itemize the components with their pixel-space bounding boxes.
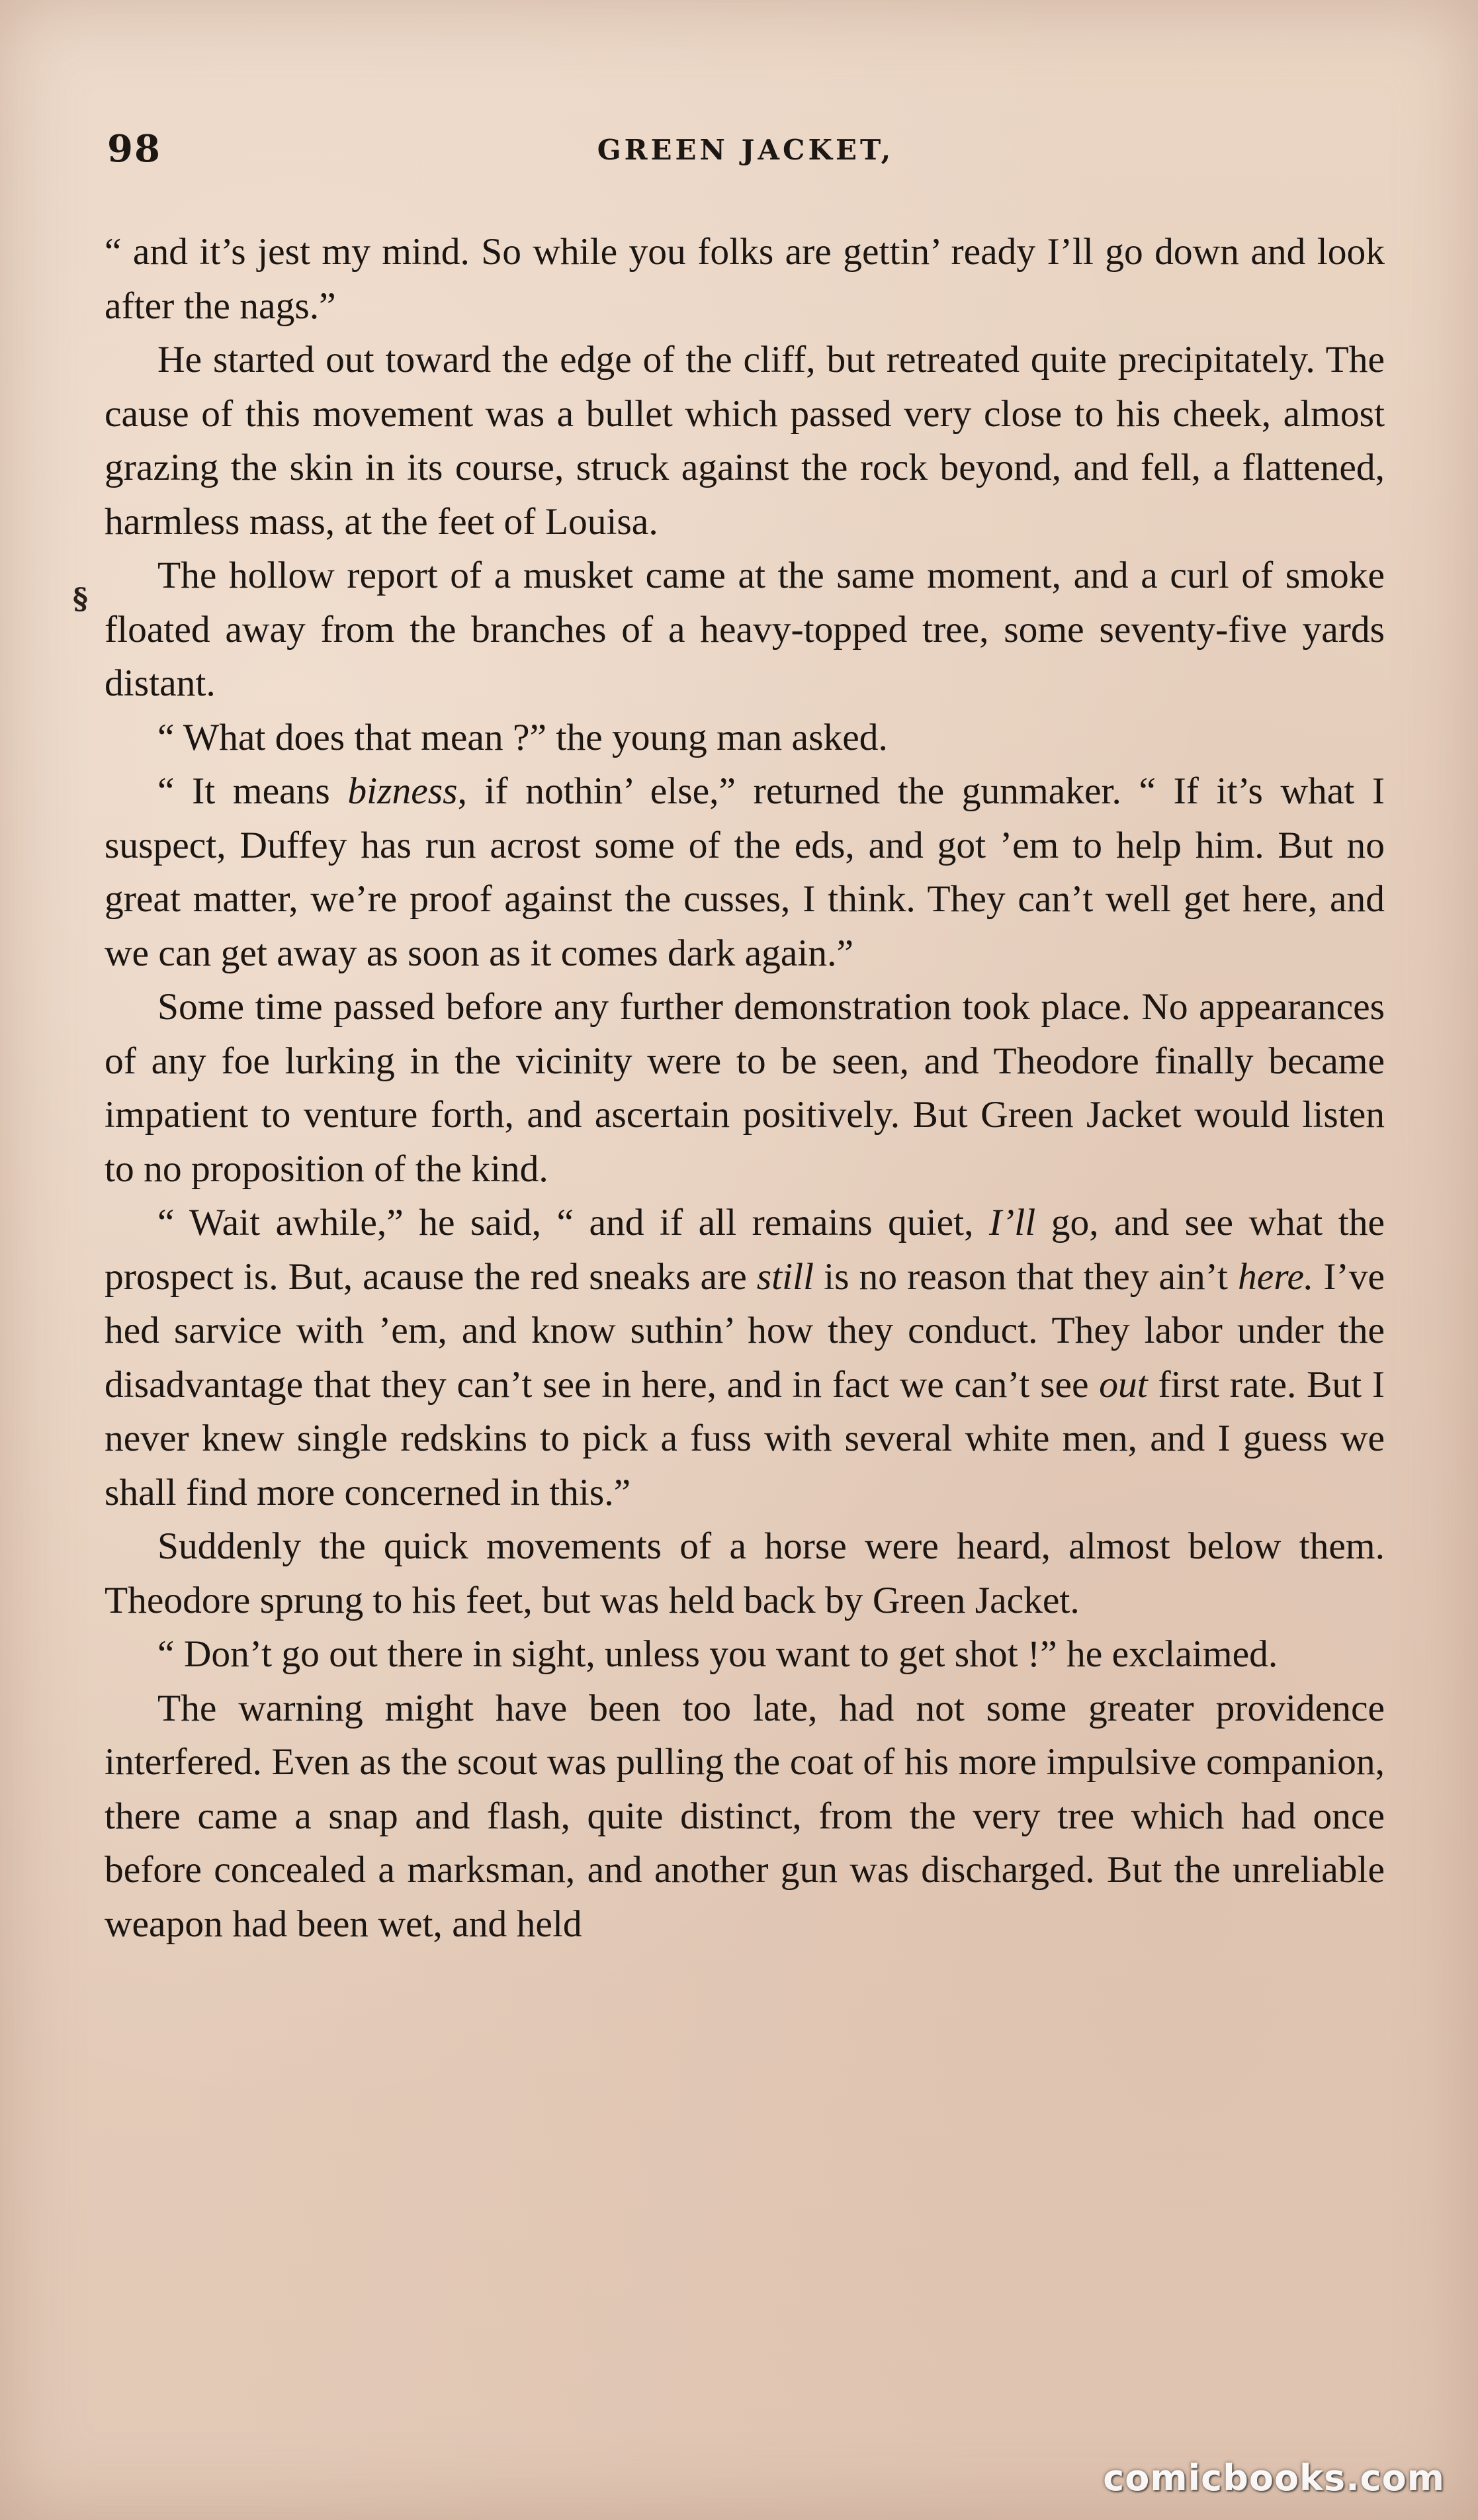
paragraph-text: is no reason that they ain’t [814,1255,1238,1298]
paragraph-text: The warning might have been too late, had not some greater providence interfered. Even as the scout was pulling the coat of his more impulsive companion, there came a snap and flash, quite distinct, from the very tree which had once before concealed a marksman, and another gun was discharged. But the unreliable weapon had been wet, and held [105,1687,1385,1945]
paragraph-text: He started out toward the edge of the cliff, but retreated quite precipitately. The cause of this movement was a bullet which passed very close to his cheek, almost grazing the skin in its course, struck against the rock beyond, and fell, a flattened, harmless mass, at the feet of Louisa. [105,339,1385,543]
paragraph [105,333,1385,549]
page-number: 98 [107,127,161,171]
page-header [107,127,1384,173]
paragraph-text: Suddenly the quick movements of a horse were heard, almost below them. Theodore sprung to his feet, but was held back by Green Jacket. [105,1525,1385,1621]
paragraph [105,711,1385,765]
paragraph [105,549,1385,711]
watermark: comicbooks.com [1103,2457,1445,2499]
margin-mark: § [73,582,89,616]
paragraph-text: , if nothin’ else,” returned the gunmaker. “ If it’s what I suspect, Duffey has run acrost some of the eds, and got ’em to help him. But no great matter, we’re proof against the cusses, I think. They can’t well get here, and we can get away as soon as it comes dark again.” [105,770,1385,974]
paragraph [105,1682,1385,1952]
paragraph-text: “ What does that mean ?” the young man asked. [157,716,888,758]
paragraph [105,980,1385,1196]
italic-text: out [1099,1363,1148,1406]
body-text [105,225,1385,1951]
paragraph-text: The hollow report of a musket came at the same moment, and a curl of smoke floated away from the branches of a heavy-topped tree, some seventy-five yards distant. [105,555,1385,704]
paragraph [105,764,1385,980]
italic-text: bizness [347,770,458,812]
paragraph-text: “ It means [157,770,348,812]
paragraph-text: first rate. But I never knew single redskins to pick a fuss with several white men, and I guess we shall find more concerned in this.” [105,1363,1385,1513]
paragraph-text: Some time passed before any further demonstration took place. No appearances of any foe lurking in the vicinity were to be seen, and Theodore finally became impatient to venture forth, and ascertain positively. But Green Jacket would listen to no proposition of the kind. [105,986,1385,1190]
running-title: GREEN JACKET, [597,134,894,166]
paragraph [105,225,1385,333]
paragraph-text: I’ve hed sarvice with ’em, and know suthin’ how they conduct. They labor under the disadvantage that they can’t see in here, and in fact we can’t see [105,1255,1385,1406]
paragraph-text: “ Wait awhile,” he said, “ and if all remains quiet, [157,1202,989,1243]
paragraph [105,1196,1385,1519]
italic-text: here. [1237,1255,1314,1298]
italic-text: I’ll [988,1202,1036,1243]
paragraph [105,1627,1385,1682]
paragraph-text: “ and it’s jest my mind. So while you folks are gettin’ ready I’ll go down and look after the nags.” [105,231,1385,327]
paragraph-text: “ Don’t go out there in sight, unless you want to get shot !” he exclaimed. [157,1633,1278,1675]
italic-text: still [756,1255,814,1298]
paragraph [105,1519,1385,1627]
paragraph-text: go, and see what the prospect is. But, acause the red sneaks are [105,1202,1385,1298]
